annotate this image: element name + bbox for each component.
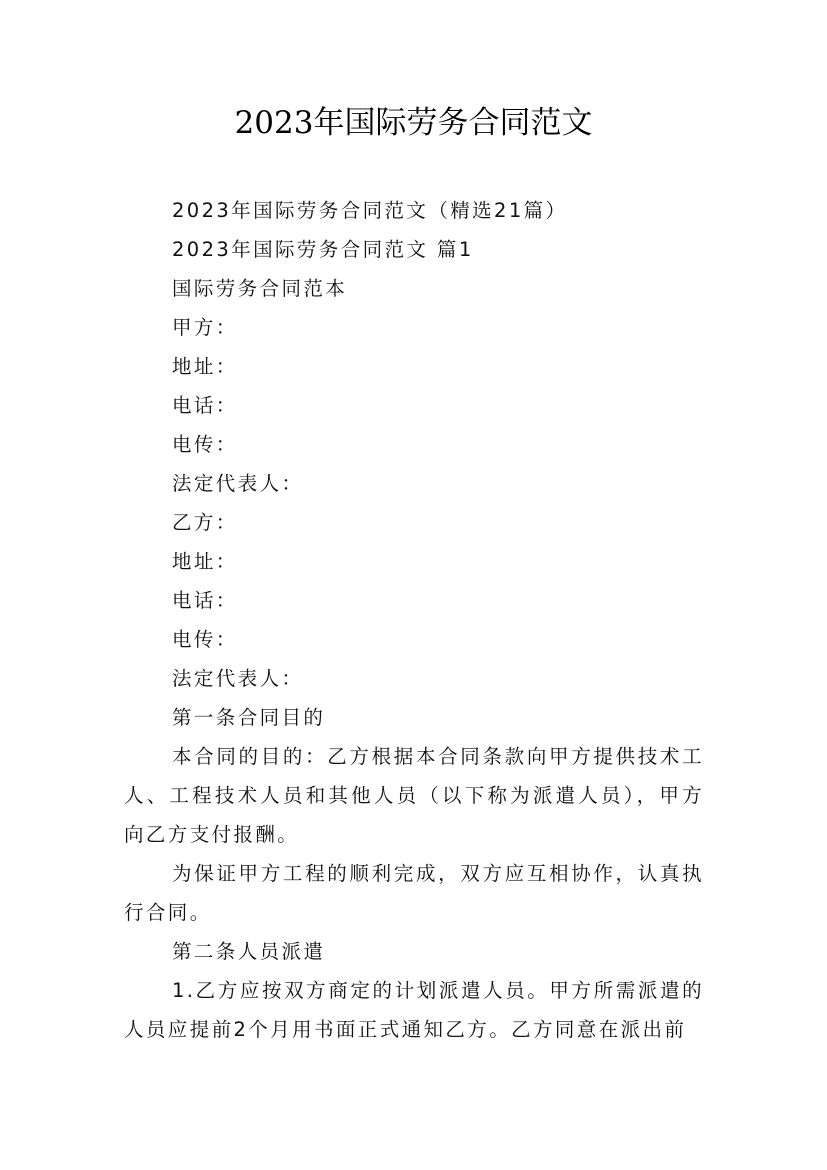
paragraph-article-1-purpose: 本合同的目的：乙方根据本合同条款向甲方提供技术工人、工程技术人员和其他人员（以下称为派遣人员），甲方向乙方支付报酬。 (124, 745, 704, 846)
document-body (124, 191, 704, 1049)
paragraph-section-heading: 2023年国际劳务合同范文 篇1 (172, 238, 474, 261)
paragraph-party-a-phone: 电话： (172, 394, 238, 417)
paragraph-party-a-representative: 法定代表人： (172, 472, 304, 495)
paragraph-party-a-address: 地址： (172, 355, 238, 378)
paragraph-party-b-representative: 法定代表人： (172, 667, 304, 690)
paragraph-contract-name: 国际劳务合同范本 (172, 277, 348, 300)
paragraph-party-b-fax: 电传： (172, 628, 238, 651)
paragraph-article-1-heading: 第一条合同目的 (172, 706, 326, 729)
document-title: 2023年国际劳务合同范文 (234, 105, 593, 141)
paragraph-party-b-phone: 电话： (172, 589, 238, 612)
paragraph-party-b-address: 地址： (172, 550, 238, 573)
paragraph-article-2-item-1: 1.乙方应按双方商定的计划派遣人员。甲方所需派遣的人员应提前2个月用书面正式通知乙方。乙方同意在派出前 (124, 979, 704, 1041)
paragraph-party-b: 乙方： (172, 511, 238, 534)
paragraph-article-1-cooperation: 为保证甲方工程的顺利完成，双方应互相协作，认真执行合同。 (124, 862, 704, 924)
paragraph-subtitle: 2023年国际劳务合同范文（精选21篇） (172, 199, 568, 222)
paragraph-party-a-fax: 电传： (172, 433, 238, 456)
paragraph-article-2-heading: 第二条人员派遣 (172, 940, 326, 963)
paragraph-party-a: 甲方： (172, 316, 238, 339)
